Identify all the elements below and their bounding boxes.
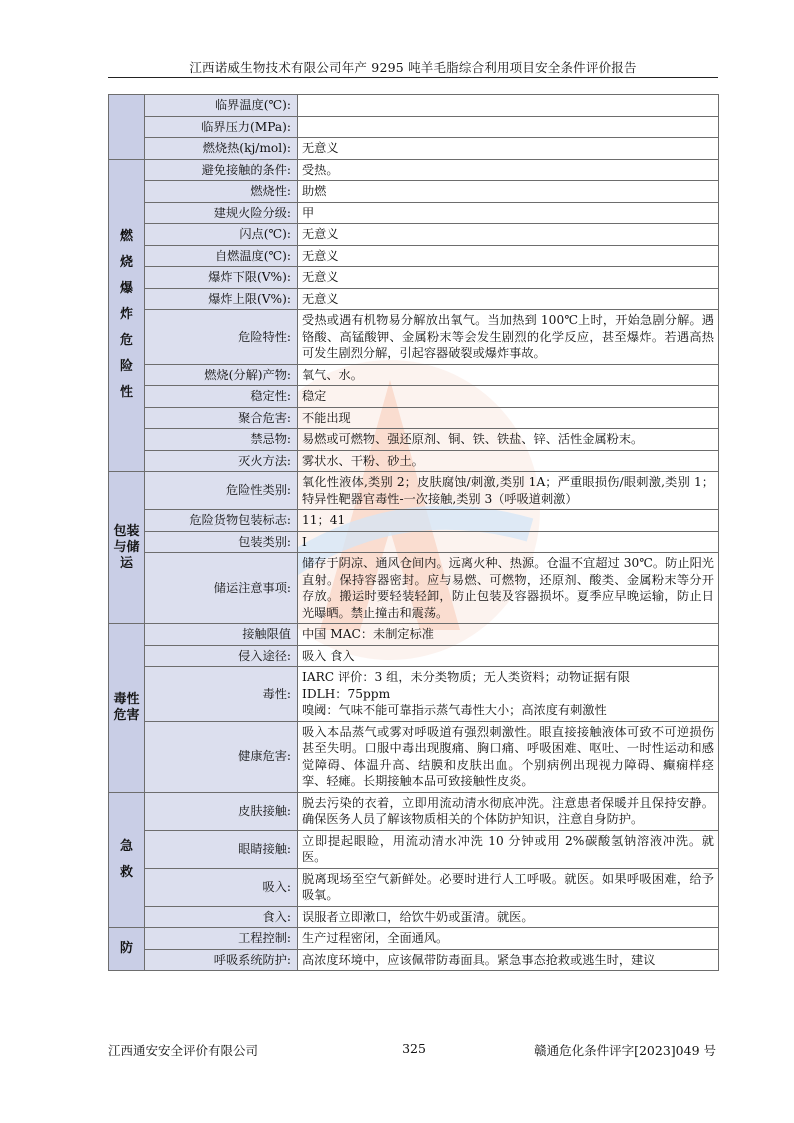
row-label: 储运注意事项: (145, 553, 298, 624)
table-row (109, 202, 719, 224)
table-row (109, 949, 719, 971)
row-value: 雾状水、干粉、砂土。 (298, 450, 719, 472)
row-value: 吸入 食入 (298, 645, 719, 667)
category-toxicity-hazard: 毒性 危害 (109, 624, 145, 793)
category-combustion-explosion: 燃 烧 爆 炸 危 险 性 (109, 159, 145, 472)
table-row (109, 386, 719, 408)
table-row (109, 138, 719, 160)
row-value: 无意义 (298, 245, 719, 267)
table-row (109, 224, 719, 246)
row-label: 吸入: (145, 868, 298, 906)
table-row (109, 510, 719, 532)
table-row (109, 310, 719, 365)
row-label: 聚合危害: (145, 407, 298, 429)
row-label: 自燃温度(℃): (145, 245, 298, 267)
row-value: 氧化性液体,类别 2；皮肤腐蚀/刺激,类别 1A；严重眼损伤/眼刺激,类别 1；特异性靶器官毒性-一次接触,类别 3（呼吸道刺激） (298, 472, 719, 510)
row-value: 氧气、水。 (298, 364, 719, 386)
table-row (109, 928, 719, 950)
row-label: 健康危害: (145, 721, 298, 792)
row-label: 包装类别: (145, 531, 298, 553)
row-label: 燃烧(分解)产物: (145, 364, 298, 386)
table-row (109, 624, 719, 646)
table-row (109, 288, 719, 310)
category-first-aid: 急 救 (109, 792, 145, 928)
table-row (109, 95, 719, 117)
page-number: 325 (402, 1041, 426, 1056)
table-row (109, 407, 719, 429)
row-value: 误服者立即漱口，给饮牛奶或蛋清。就医。 (298, 906, 719, 928)
row-label: 禁忌物: (145, 429, 298, 451)
footer-company: 江西通安安全评价有限公司 (108, 1043, 259, 1058)
row-label: 稳定性: (145, 386, 298, 408)
toxicity-line: 嗅阈：气味不能可靠指示蒸气毒性大小；高浓度有刺激性 (302, 703, 607, 717)
row-value: 中国 MAC：未制定标准 (298, 624, 719, 646)
row-value: 生产过程密闭，全面通风。 (298, 928, 719, 950)
table-row (109, 267, 719, 289)
table-row (109, 868, 719, 906)
table-row (109, 116, 719, 138)
row-value: 受热或遇有机物易分解放出氧气。当加热到 100℃上时，开始急剧分解。遇铬酸、高锰酸钾、金属粉末等会发生剧烈的化学反应，甚至爆炸。若遇高热可发生剧烈分解，引起容器破裂或爆炸事故。 (298, 310, 719, 365)
row-label: 建规火险分级: (145, 202, 298, 224)
row-value: 11；41 (298, 510, 719, 532)
row-label: 临界压力(MPa): (145, 116, 298, 138)
row-label: 爆炸下限(V%): (145, 267, 298, 289)
row-label: 爆炸上限(V%): (145, 288, 298, 310)
category-cell-blank (109, 95, 145, 160)
table-row (109, 830, 719, 868)
toxicity-line: IARC 评价：3 组，未分类物质；无人类资料；动物证据有限 (302, 670, 630, 684)
row-value: 稳定 (298, 386, 719, 408)
row-value: 无意义 (298, 224, 719, 246)
row-value (298, 95, 719, 117)
table-row (109, 472, 719, 510)
row-label: 侵入途径: (145, 645, 298, 667)
table-row (109, 906, 719, 928)
toxicity-line: IDLH：75ppm (302, 686, 391, 701)
row-value: 无意义 (298, 288, 719, 310)
row-label: 燃烧性: (145, 181, 298, 203)
row-value: 无意义 (298, 267, 719, 289)
table-row (109, 553, 719, 624)
category-protection: 防 (109, 928, 145, 971)
row-value: 甲 (298, 202, 719, 224)
row-label: 接触限值 (145, 624, 298, 646)
row-value: 脱去污染的衣着，立即用流动清水彻底冲洗。注意患者保暖并且保持安静。确保医务人员了解该物质相关的个体防护知识，注意自身防护。 (298, 792, 719, 830)
table-row (109, 792, 719, 830)
row-label: 食入: (145, 906, 298, 928)
table-row (109, 531, 719, 553)
table-row (109, 245, 719, 267)
row-value: 助燃 (298, 181, 719, 203)
row-value: 不能出现 (298, 407, 719, 429)
row-value-multiline (298, 667, 719, 722)
row-value: 易燃或可燃物、强还原剂、铜、铁、铁盐、锌、活性金属粉末。 (298, 429, 719, 451)
footer-report-number: 赣通危化条件评字[2023]049 号 (534, 1043, 716, 1058)
page-header-title: 江西诺威生物技术有限公司年产 9295 吨羊毛脂综合利用项目安全条件评价报告 (189, 60, 637, 75)
table-row (109, 645, 719, 667)
row-value: 吸入本品蒸气或雾对呼吸道有强烈刺激性。眼直接接触液体可致不可逆损伤甚至失明。口服中毒出现腹痛、胸口痛、呼吸困难、呕吐、一时性运动和感觉障碍、体温升高、结膜和皮肤出血。个别病例出现视力障碍、癫痫样痉挛、轻瘫。长期接触本品可致接触性皮炎。 (298, 721, 719, 792)
table-row (109, 429, 719, 451)
table-row (109, 667, 719, 722)
row-value: 立即提起眼睑，用流动清水冲洗 10 分钟或用 2%碳酸氢钠溶液冲洗。就医。 (298, 830, 719, 868)
row-label: 闪点(℃): (145, 224, 298, 246)
category-packaging-storage: 包装 与储 运 (109, 472, 145, 624)
row-label: 危险货物包装标志: (145, 510, 298, 532)
row-label: 燃烧热(kj/mol): (145, 138, 298, 160)
row-label: 眼睛接触: (145, 830, 298, 868)
row-label: 呼吸系统防护: (145, 949, 298, 971)
table-row (109, 364, 719, 386)
row-label: 工程控制: (145, 928, 298, 950)
chemical-properties-table (108, 94, 719, 971)
row-label: 皮肤接触: (145, 792, 298, 830)
header-rule (108, 77, 718, 78)
row-value: Ⅰ (298, 531, 719, 553)
row-label: 毒性: (145, 667, 298, 722)
row-label: 危险性类别: (145, 472, 298, 510)
table-row (109, 450, 719, 472)
row-value (298, 116, 719, 138)
row-label: 临界温度(℃): (145, 95, 298, 117)
row-value: 受热。 (298, 159, 719, 181)
table-row (109, 159, 719, 181)
row-value: 脱离现场至空气新鲜处。必要时进行人工呼吸。就医。如果呼吸困难，给予吸氧。 (298, 868, 719, 906)
row-label: 灭火方法: (145, 450, 298, 472)
row-value: 高浓度环境中，应该佩带防毒面具。紧急事态抢救或逃生时，建议 (298, 949, 719, 971)
row-label: 避免接触的条件: (145, 159, 298, 181)
row-value: 储存于阴凉、通风仓间内。远离火种、热源。仓温不宜超过 30℃。防止阳光直射。保持容器密封。应与易燃、可燃物，还原剂、酸类、金属粉末等分开存放。搬运时要轻装轻卸，防止包装及容器损坏。夏季应早晚运输，防止日光曝晒。禁止撞击和震荡。 (298, 553, 719, 624)
table-row (109, 721, 719, 792)
row-value: 无意义 (298, 138, 719, 160)
table-row (109, 181, 719, 203)
row-label: 危险特性: (145, 310, 298, 365)
